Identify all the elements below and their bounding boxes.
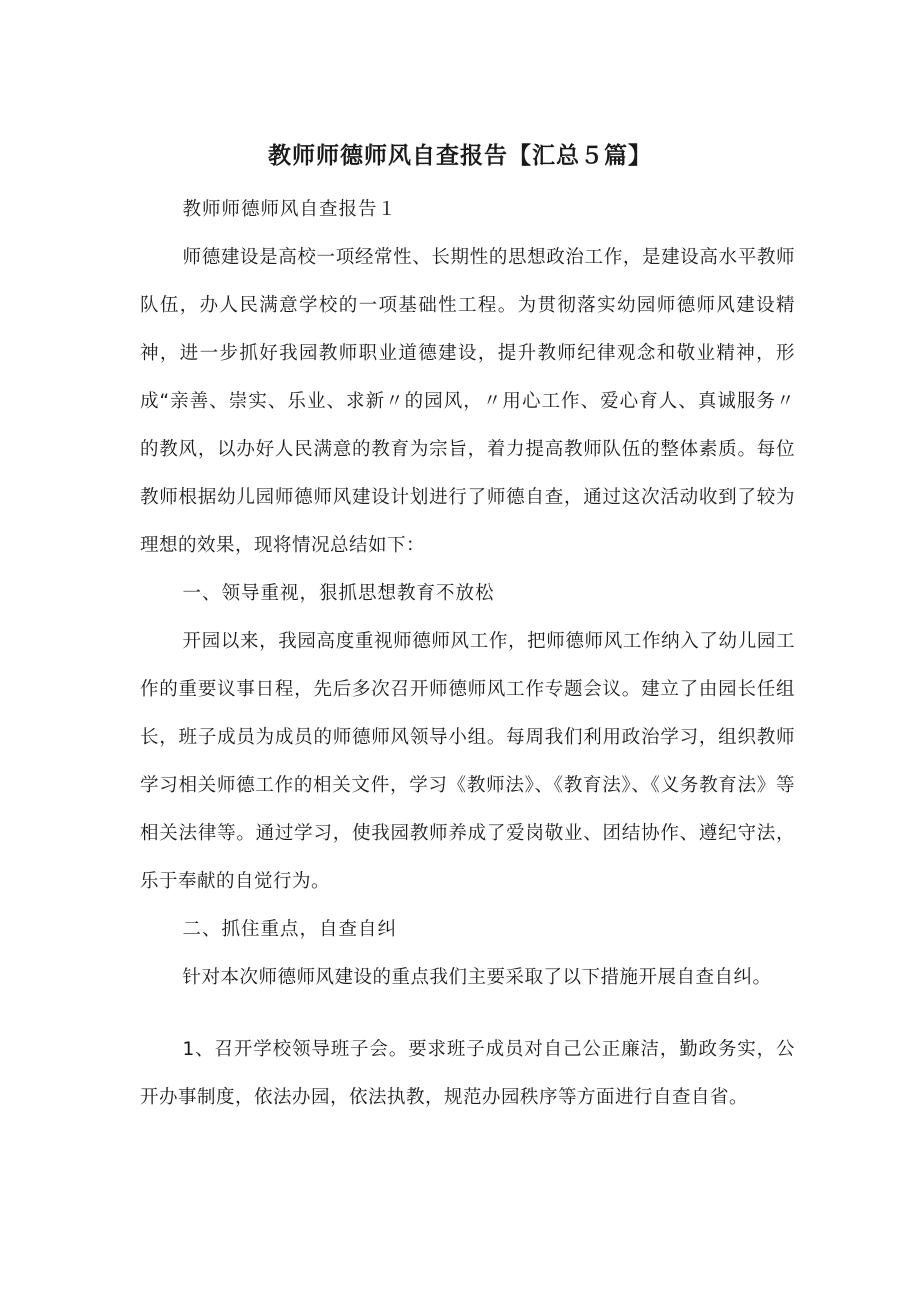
paragraph-item-1: 1、召开学校领导班子会。要求班子成员对自己公正廉洁，勤政务实，公开办事制度，依法办园，依法执教，规范办园秩序等方面进行自查自省。 xyxy=(140,1039,795,1108)
paragraph-self-check: 针对本次师德师风建设的重点我们主要采取了以下措施开展自查自纠。 xyxy=(182,967,772,988)
section-heading-1: 一、领导重视，狠抓思想教育不放松 xyxy=(182,583,495,604)
section-heading-2: 二、抓住重点，自查自纠 xyxy=(182,919,398,940)
document-title: 教师师德师风自查报告【汇总５篇】 xyxy=(268,143,652,169)
report-subtitle: 教师师德师风自查报告１ xyxy=(182,199,398,220)
document-body xyxy=(140,186,795,1122)
paragraph-leadership: 开园以来，我园高度重视师德师风工作，把师德师风工作纳入了幼儿园工作的重要议事日程，先后多次召开师德师风工作专题会议。建立了由园长任组长，班子成员为成员的师德师风领导小组。每周我们利用政治学习，组织教师学习相关师德工作的相关文件，学习《教师法》、《教育法》、《义务教育法》等相关法律等。通过学习，使我园教师养成了爱岗敬业、团结协作、遵纪守法，乐于奉献的自觉行为。 xyxy=(140,631,795,892)
paragraph-intro: 师德建设是高校一项经常性、长期性的思想政治工作，是建设高水平教师队伍，办人民满意学校的一项基础性工程。为贯彻落实幼园师德师风建设精神，进一步抓好我园教师职业道德建设，提升教师纪律观念和敬业精神，形成“亲善、崇实、乐业、求新〃的园风，〃用心工作、爱心育人、真诚服务〃的教风，以办好人民满意的教育为宗旨，着力提高教师队伍的整体素质。每位教师根据幼儿园师德师风建设计划进行了师德自查，通过这次活动收到了较为理想的效果，现将情况总结如下： xyxy=(140,247,795,556)
